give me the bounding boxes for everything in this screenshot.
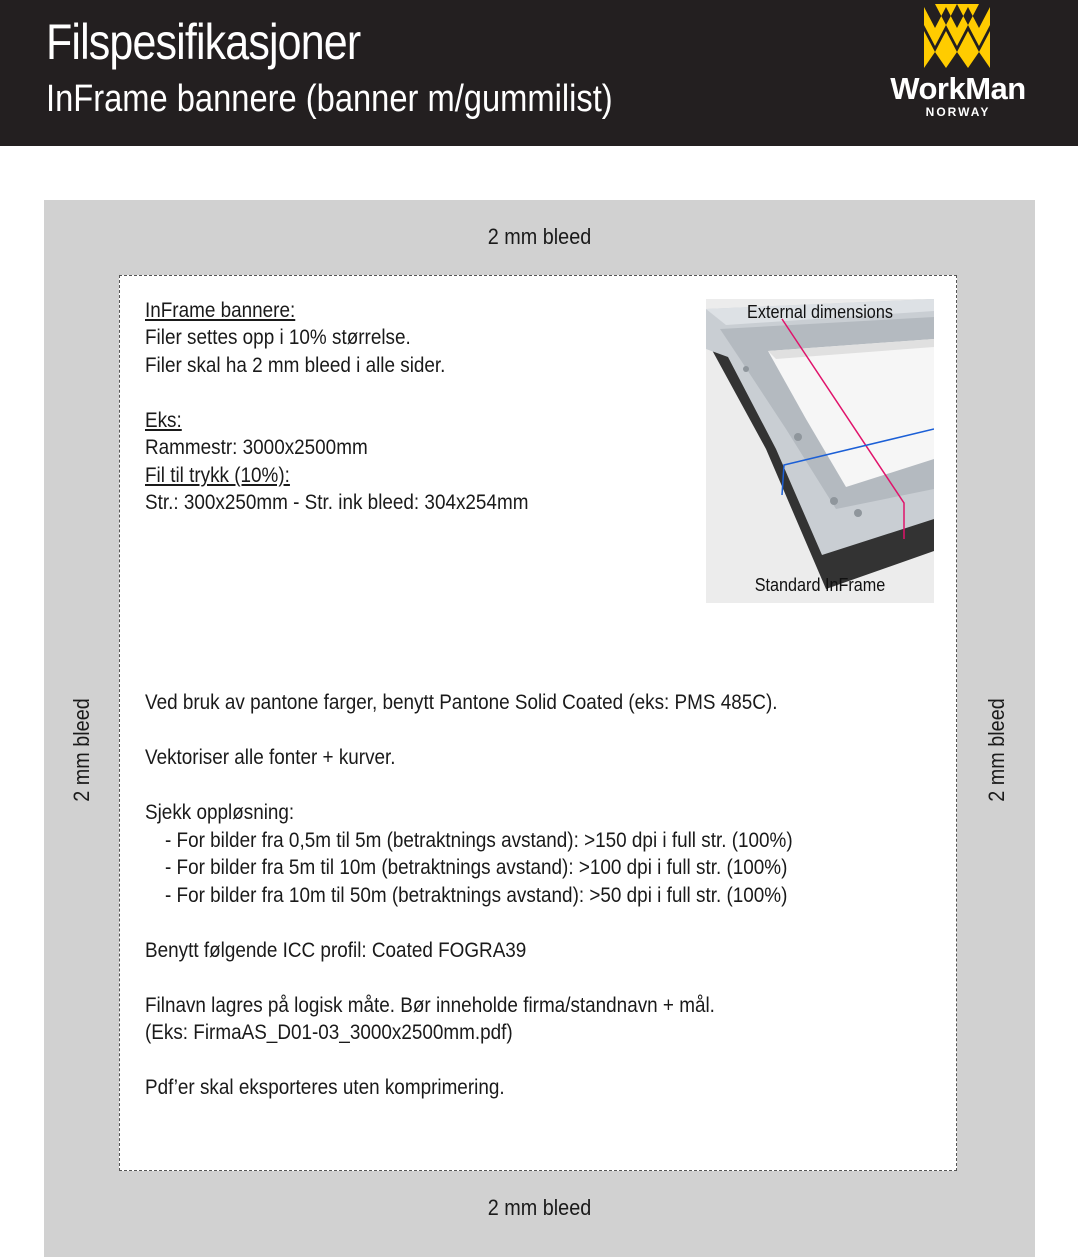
logo-wordmark: WorkMan bbox=[890, 71, 1026, 106]
bleed-label-top: 2 mm bleed bbox=[487, 224, 592, 249]
inframe-photo-icon bbox=[706, 299, 934, 603]
example-frame-size: Rammestr: 3000x2500mm bbox=[145, 436, 368, 459]
spec-icc: Benytt følgende ICC profil: Coated FOGRA39 bbox=[145, 939, 527, 962]
intro-heading: InFrame bannere: bbox=[145, 299, 296, 322]
workman-logo-icon bbox=[924, 4, 990, 68]
page-subtitle: InFrame bannere (banner m/gummilist) bbox=[46, 78, 613, 120]
figure-label-bottom: Standard InFrame bbox=[754, 575, 886, 595]
bleed-label-bottom: 2 mm bleed bbox=[487, 1195, 592, 1220]
header-bar bbox=[0, 0, 1078, 146]
example-heading: Eks: bbox=[145, 409, 182, 432]
spec-vector: Vektoriser alle fonter + kurver. bbox=[145, 746, 396, 769]
intro-line-1: Filer settes opp i 10% størrelse. bbox=[145, 326, 411, 349]
spec-pantone: Ved bruk av pantone farger, benytt Pantone Solid Coated (eks: PMS 485C). bbox=[145, 691, 778, 714]
spec-resolution-item: - For bilder fra 0,5m til 5m (betraktnings avstand): >150 dpi i full str. (100%) bbox=[165, 829, 793, 852]
figure-label-top: External dimensions bbox=[747, 302, 893, 322]
spec-pdf: Pdf’er skal eksporteres uten komprimering. bbox=[145, 1076, 505, 1099]
bleed-label-right: 2 mm bleed bbox=[984, 698, 1009, 802]
spec-resolution-item: - For bilder fra 10m til 50m (betraktnings avstand): >50 dpi i full str. (100%) bbox=[165, 884, 788, 907]
inframe-figure bbox=[706, 299, 934, 603]
spec-resolution-heading: Sjekk oppløsning: bbox=[145, 801, 295, 824]
logo-subtext: NORWAY bbox=[925, 105, 991, 119]
spec-filename-2: (Eks: FirmaAS_D01-03_3000x2500mm.pdf) bbox=[145, 1021, 513, 1044]
spec-filename-1: Filnavn lagres på logisk måte. Bør inneholde firma/standnavn + mål. bbox=[145, 994, 715, 1017]
example-file-size: Str.: 300x250mm - Str. ink bleed: 304x254mm bbox=[145, 491, 529, 514]
workman-logo bbox=[878, 4, 1038, 124]
spec-resolution-item: - For bilder fra 5m til 10m (betraktnings avstand): >100 dpi i full str. (100%) bbox=[165, 856, 788, 879]
example-file-heading: Fil til trykk (10%): bbox=[145, 464, 290, 487]
bleed-label-left: 2 mm bleed bbox=[69, 698, 94, 802]
page-title: Filspesifikasjoner bbox=[46, 14, 361, 70]
intro-line-2: Filer skal ha 2 mm bleed i alle sider. bbox=[145, 354, 446, 377]
